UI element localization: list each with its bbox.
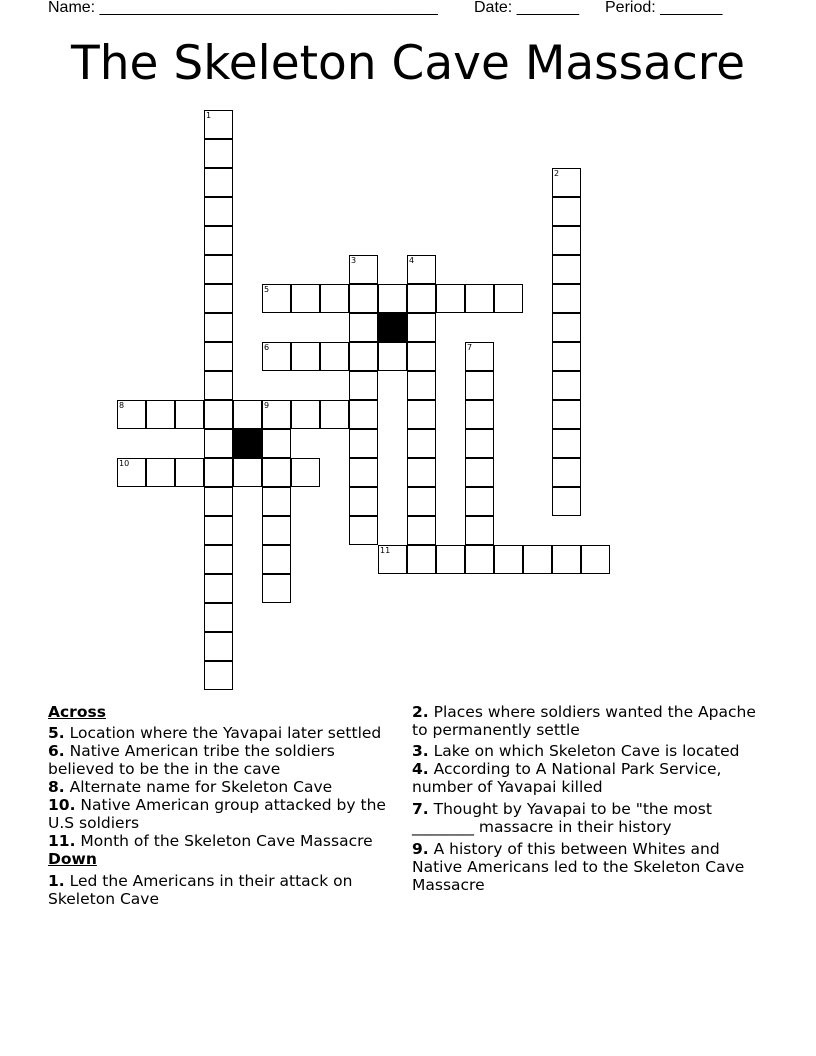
crossword-cell[interactable] [349, 400, 378, 429]
crossword-cell[interactable] [175, 400, 204, 429]
clue-number-label: 2 [554, 169, 560, 178]
crossword-cell[interactable] [146, 400, 175, 429]
crossword-cell[interactable] [204, 255, 233, 284]
crossword-cell[interactable] [552, 458, 581, 487]
crossword-cell[interactable] [552, 545, 581, 574]
crossword-cell[interactable] [204, 284, 233, 313]
clue-across-6: 6. Native American tribe the soldiers believed to be the in the cave [48, 742, 335, 778]
crossword-cell[interactable] [552, 255, 581, 284]
clue-number-label: 6 [264, 343, 270, 352]
crossword-cell[interactable] [552, 284, 581, 313]
clue-across-11: 11. Month of the Skeleton Cave Massacre [48, 832, 373, 850]
crossword-cell[interactable] [378, 284, 407, 313]
clue-number-label: 11 [380, 546, 391, 555]
crossword-cell[interactable] [465, 545, 494, 574]
crossword-cell[interactable] [552, 226, 581, 255]
clue-number-label: 7 [467, 343, 473, 352]
crossword-cell[interactable] [233, 400, 262, 429]
crossword-cell[interactable] [436, 545, 465, 574]
crossword-cell[interactable] [552, 313, 581, 342]
clue-number-label: 4 [409, 256, 415, 265]
crossword-cell[interactable] [320, 400, 349, 429]
crossword-cell[interactable] [552, 197, 581, 226]
crossword-cell[interactable] [262, 458, 291, 487]
crossword-cell[interactable] [204, 400, 233, 429]
crossword-cell[interactable] [204, 197, 233, 226]
crossword-cell[interactable] [436, 284, 465, 313]
crossword-cell[interactable] [407, 284, 436, 313]
date-field[interactable]: Date: _______ [474, 0, 579, 16]
crossword-cell[interactable] [320, 284, 349, 313]
clue-across-10: 10. Native American group attacked by the U.S soldiers [48, 796, 386, 832]
crossword-cell[interactable] [523, 545, 552, 574]
crossword-cell[interactable] [349, 313, 378, 342]
crossword-cell[interactable] [407, 458, 436, 487]
crossword-cell[interactable] [262, 574, 291, 603]
clue-number-label: 9 [264, 401, 270, 410]
crossword-cell[interactable] [552, 371, 581, 400]
period-field[interactable]: Period: _______ [605, 0, 723, 16]
crossword-cell[interactable] [204, 487, 233, 516]
crossword-cell[interactable] [204, 545, 233, 574]
crossword-cell[interactable] [204, 574, 233, 603]
crossword-cell[interactable] [407, 516, 436, 545]
page-title: The Skeleton Cave Massacre [71, 36, 745, 91]
crossword-cell[interactable] [465, 284, 494, 313]
across-heading: Across [48, 703, 106, 721]
crossword-cell[interactable] [349, 458, 378, 487]
crossword-cell[interactable] [262, 545, 291, 574]
crossword-cell[interactable] [204, 226, 233, 255]
crossword-cell[interactable] [378, 342, 407, 371]
crossword-cell[interactable] [349, 487, 378, 516]
crossword-cell[interactable] [262, 429, 291, 458]
crossword-cell[interactable] [552, 400, 581, 429]
crossword-cell[interactable] [204, 661, 233, 690]
crossword-cell[interactable] [494, 545, 523, 574]
crossword-cell[interactable] [204, 603, 233, 632]
clue-down-7: 7. Thought by Yavapai to be "the most ________ massacre in their history [412, 800, 712, 836]
crossword-cell[interactable] [262, 487, 291, 516]
crossword-cell[interactable] [262, 516, 291, 545]
crossword-cell[interactable] [204, 458, 233, 487]
crossword-cell[interactable] [204, 429, 233, 458]
crossword-cell[interactable] [320, 342, 349, 371]
crossword-cell[interactable] [204, 516, 233, 545]
crossword-cell[interactable] [204, 139, 233, 168]
crossword-cell[interactable] [291, 342, 320, 371]
clue-down-1: 1. Led the Americans in their attack on Skeleton Cave [48, 872, 353, 908]
black-cell [233, 429, 262, 458]
crossword-cell[interactable] [465, 400, 494, 429]
clue-number-label: 1 [206, 111, 212, 120]
name-field[interactable]: Name: ______________________________________ [48, 0, 438, 16]
crossword-cell[interactable] [465, 458, 494, 487]
crossword-cell[interactable] [204, 632, 233, 661]
crossword-cell[interactable] [204, 342, 233, 371]
clues-left-column [48, 703, 400, 908]
crossword-cell[interactable] [407, 487, 436, 516]
down-heading: Down [48, 850, 97, 868]
crossword-cell[interactable] [349, 371, 378, 400]
crossword-cell[interactable] [581, 545, 610, 574]
crossword-cell[interactable] [407, 313, 436, 342]
clue-number-label: 10 [119, 459, 130, 468]
crossword-cell[interactable] [407, 342, 436, 371]
crossword-cell[interactable] [552, 487, 581, 516]
clue-number-label: 5 [264, 285, 270, 294]
crossword-cell[interactable] [407, 400, 436, 429]
clue-across-5: 5. Location where the Yavapai later settled [48, 724, 382, 742]
crossword-cell[interactable] [407, 371, 436, 400]
crossword-cell[interactable] [204, 168, 233, 197]
crossword-cell[interactable] [465, 516, 494, 545]
crossword-cell[interactable] [291, 400, 320, 429]
clue-number-label: 8 [119, 401, 125, 410]
crossword-cell[interactable] [407, 545, 436, 574]
crossword-cell[interactable] [204, 371, 233, 400]
crossword-cell[interactable] [204, 313, 233, 342]
crossword-cell[interactable] [494, 284, 523, 313]
crossword-cell[interactable] [146, 458, 175, 487]
crossword-cell[interactable] [407, 429, 436, 458]
crossword-cell[interactable] [291, 284, 320, 313]
crossword-cell[interactable] [552, 342, 581, 371]
clue-down-9: 9. A history of this between Whites and Native Americans led to the Skeleton Cave Massacre [412, 840, 745, 894]
clue-across-8: 8. Alternate name for Skeleton Cave [48, 778, 333, 796]
crossword-cell[interactable] [175, 458, 204, 487]
crossword-cell[interactable] [233, 458, 262, 487]
crossword-cell[interactable] [349, 342, 378, 371]
crossword-cell[interactable] [291, 458, 320, 487]
crossword-cell[interactable] [465, 487, 494, 516]
crossword-cell[interactable] [349, 429, 378, 458]
black-cell [378, 313, 407, 342]
clue-down-3: 3. Lake on which Skeleton Cave is located [412, 742, 740, 760]
clue-down-2: 2. Places where soldiers wanted the Apache to permanently settle [412, 703, 756, 739]
clue-number-label: 3 [351, 256, 357, 265]
crossword-cell[interactable] [552, 429, 581, 458]
clue-down-4: 4. According to A National Park Service, number of Yavapai killed [412, 760, 722, 796]
crossword-cell[interactable] [349, 516, 378, 545]
clues-right-column [412, 703, 774, 894]
crossword-cell[interactable] [349, 284, 378, 313]
crossword-cell[interactable] [465, 429, 494, 458]
crossword-cell[interactable] [465, 371, 494, 400]
